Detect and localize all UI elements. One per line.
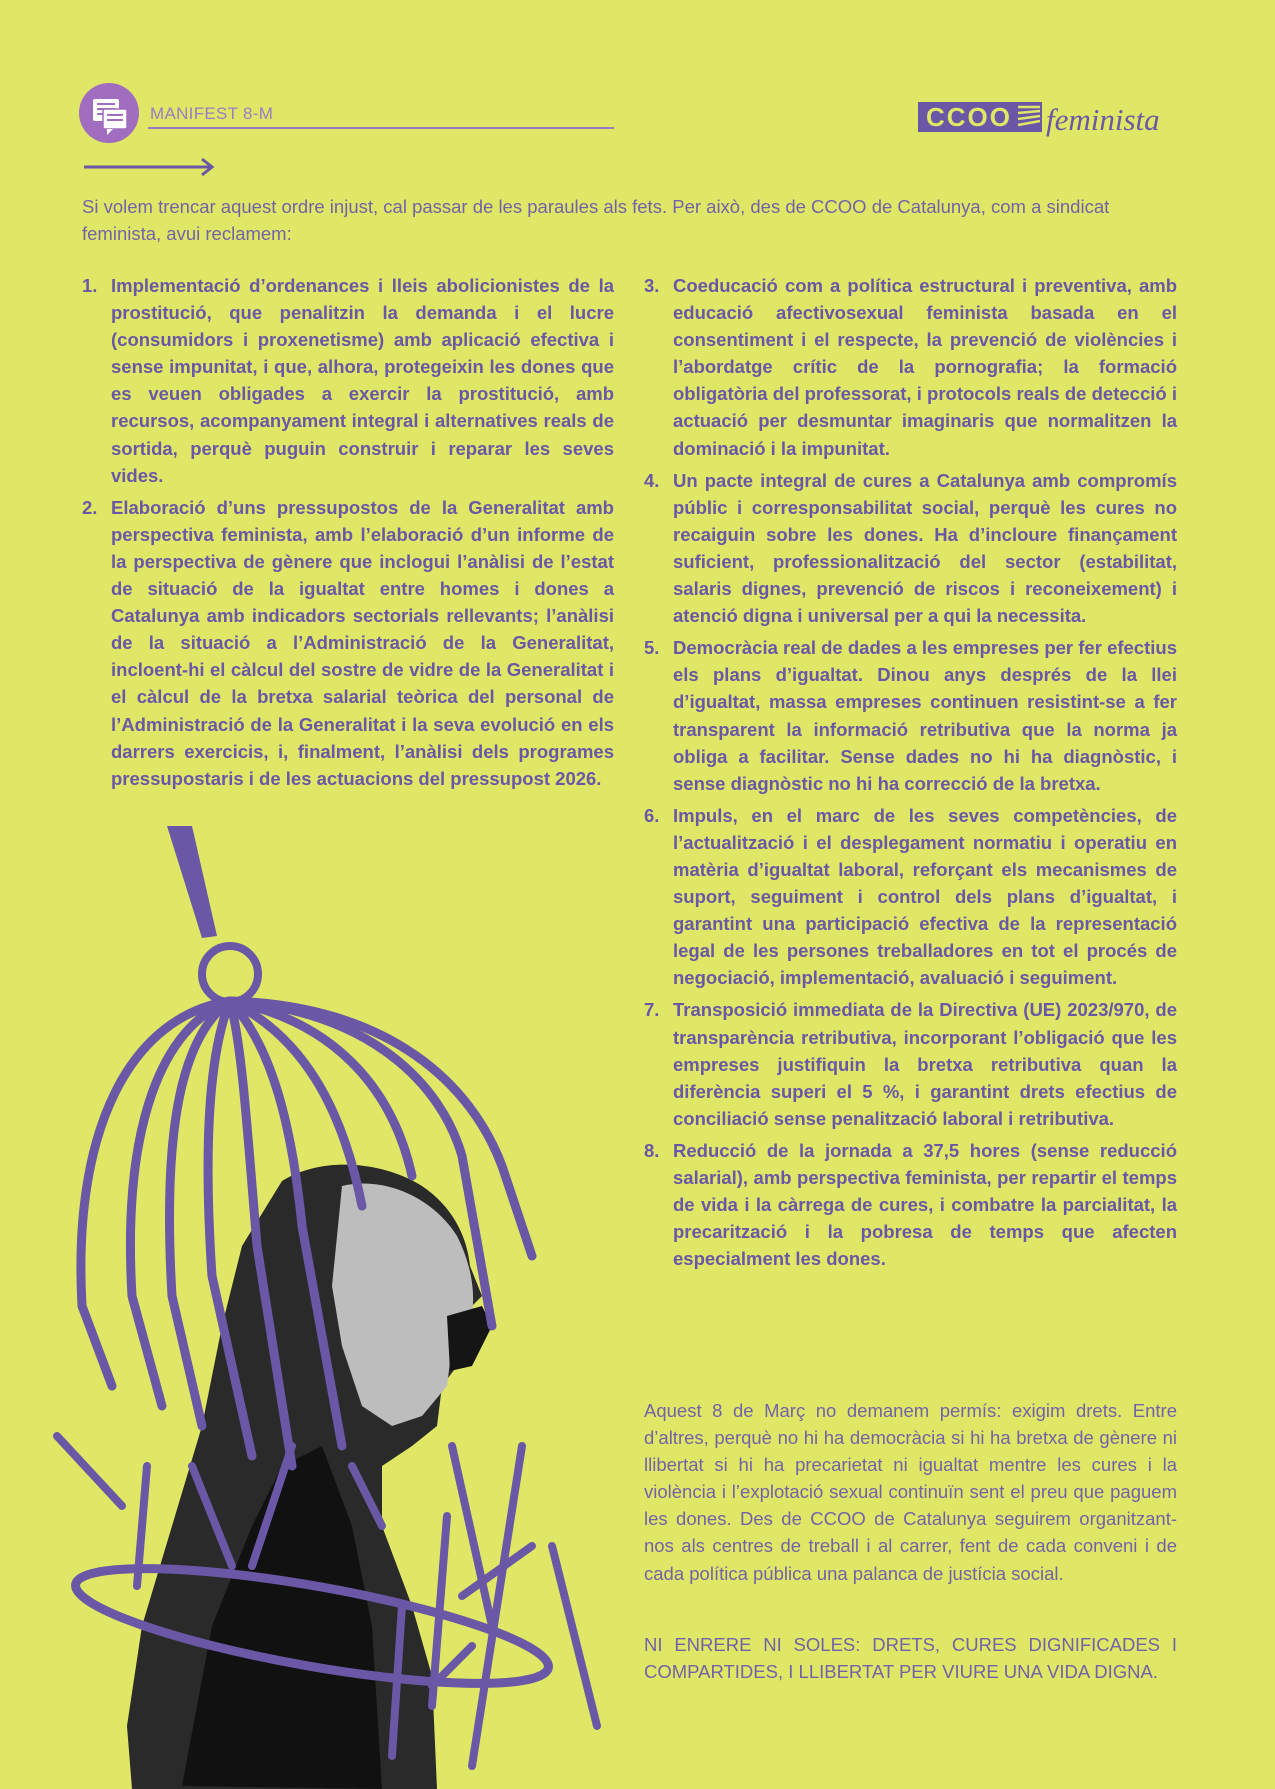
cage-ring bbox=[202, 946, 258, 1002]
ccoo-feminista-logo bbox=[918, 98, 1178, 142]
header-divider bbox=[148, 127, 614, 129]
demand-item bbox=[644, 467, 1177, 630]
demand-text: Elaboració d’uns pressupostos de la Generalitat amb perspectiva feminista, amb l’elaboració d’un informe de la perspectiva de gènere que inclogui l’anàlisi de l’estat de situació de la igualtat entre homes i dones a Catalunya amb indicadors sectorials rellevants; l’anàlisi de la situació a l’Administració de la Generalitat, incloent-hi el càlcul del sostre de vidre de la Generalitat i el càlcul de la bretxa salarial teòrica del personal de l’Administració de la Generalitat i la seva evolució en els darrers exercicis, i, finalment, l’anàlisi dels programes pressupostaris i de les actuacions del pressupost 2026. bbox=[111, 496, 614, 789]
demand-item bbox=[82, 272, 614, 489]
demand-item bbox=[82, 494, 614, 792]
demand-item bbox=[644, 1137, 1177, 1272]
logo-script: feminista bbox=[1046, 102, 1160, 137]
section-label: MANIFEST 8-M bbox=[150, 104, 274, 123]
demand-text: Un pacte integral de cures a Catalunya amb compromís públic i corresponsabilitat social, perquè les cures no recaiguin sobre les dones. Ha d’incloure finançament suficient, professionalització del sector (estabilitat, salaris dignes, prevenció de riscos i reconeixement) i atenció digna i universal per a qui la necessita. bbox=[673, 469, 1177, 627]
demand-number: 4. bbox=[644, 469, 660, 491]
demand-number: 5. bbox=[644, 637, 660, 659]
intro-paragraph: Si volem trencar aquest ordre injust, cal passar de les paraules als fets. Per això, des de CCOO de Catalunya, com a sindicat feminista, avui reclamem: bbox=[82, 196, 1110, 244]
slogan: NI ENRERE NI SOLES: DRETS, CURES DIGNIFICADES I COMPARTIDES, I LLIBERTAT PER VIURE UNA VIDA DIGNA. bbox=[644, 1634, 1177, 1683]
arrow-right-icon bbox=[84, 157, 216, 177]
demand-item bbox=[644, 634, 1177, 797]
demand-number: 1. bbox=[82, 275, 98, 296]
demand-number: 7. bbox=[644, 999, 660, 1021]
demand-item bbox=[644, 802, 1177, 992]
demand-item bbox=[644, 272, 1177, 462]
logo-text: CCOO bbox=[926, 102, 1012, 132]
demand-text: Coeducació com a política estructural i preventiva, amb educació afectivosexual feminista basada en el consentiment i el respecte, la prevenció de violències i l’abordatge crític de la pornografia; la formació obligatòria del professorat, i protocols reals de detecció i actuació per desmuntar imaginaris que normalitzen la dominació i la impunitat. bbox=[673, 275, 1177, 459]
demand-text: Implementació d’ordenances i lleis abolicionistes de la prostitució, que penalitzin la demanda i el lucre (consumidors i proxenetisme) amb aplicació efectiva i sense impunitat, i que, alhora, protegeixin les dones que es veuen obligades a exercir la prostitució, amb recursos, acompanyament integral i alternatives reals de sortida, perquè puguin construir i reparar les seves vides. bbox=[111, 275, 614, 486]
demand-number: 8. bbox=[644, 1139, 660, 1161]
demands-list-left bbox=[82, 272, 614, 797]
cage-hook bbox=[167, 826, 217, 938]
woman-cage-illustration bbox=[52, 826, 612, 1789]
demand-text: Impuls, en el marc de les seves competències, de l’actualització i el desplegament normatiu i operatiu en matèria d’igualtat laboral, reforçant els mecanismes de suport, seguiment i control dels plans d’igualtat, i garantint una participació efectiva de la representació legal de les persones treballadores en tot el procés de negociació, implementació, avaluació i seguiment. bbox=[673, 804, 1177, 989]
demand-text: Democràcia real de dades a les empreses per fer efectius els plans d’igualtat. Dinou anys després de la llei d’igualtat, massa empreses continuen resistint-se a fer transparent la informació retributiva que la norma ja obliga a facilitar. Sense dades no hi ha diagnòstic, i sense diagnòstic no hi ha correcció de la bretxa. bbox=[673, 637, 1177, 794]
closing-paragraph: Aquest 8 de Març no demanem permís: exigim drets. Entre d’altres, perquè no hi ha democràcia si hi ha bretxa de gènere ni llibertat si hi ha precarietat ni igualtat mentre les cures i la violència i l’explotació sexual continuïn sent el preu que paguem les dones. Des de CCOO de Catalunya seguirem organitzant-nos als centres de treball i al carrer, fent de cada conveni i de cada política pública una palanca de justícia social. bbox=[644, 1400, 1177, 1584]
demand-text: Reducció de la jornada a 37,5 hores (sense reducció salarial), amb perspectiva feminista, per repartir el temps de vida i la càrrega de cures, i combatre la parcialitat, la precarització i la pobresa de temps que afecten especialment les dones. bbox=[673, 1139, 1177, 1270]
manifest-badge-icon bbox=[79, 83, 139, 143]
demands-list-right bbox=[644, 272, 1177, 1277]
demand-number: 3. bbox=[644, 275, 660, 296]
demand-number: 6. bbox=[644, 804, 660, 826]
demand-number: 2. bbox=[82, 496, 98, 518]
demand-text: Transposició immediata de la Directiva (UE) 2023/970, de transparència retributiva, incorporant l’obligació que les empreses justifiquin la bretxa retributiva quan la diferència superi el 5 %, i garantint drets efectius de conciliació sense penalització laboral i retributiva. bbox=[673, 999, 1177, 1129]
demand-item bbox=[644, 996, 1177, 1131]
